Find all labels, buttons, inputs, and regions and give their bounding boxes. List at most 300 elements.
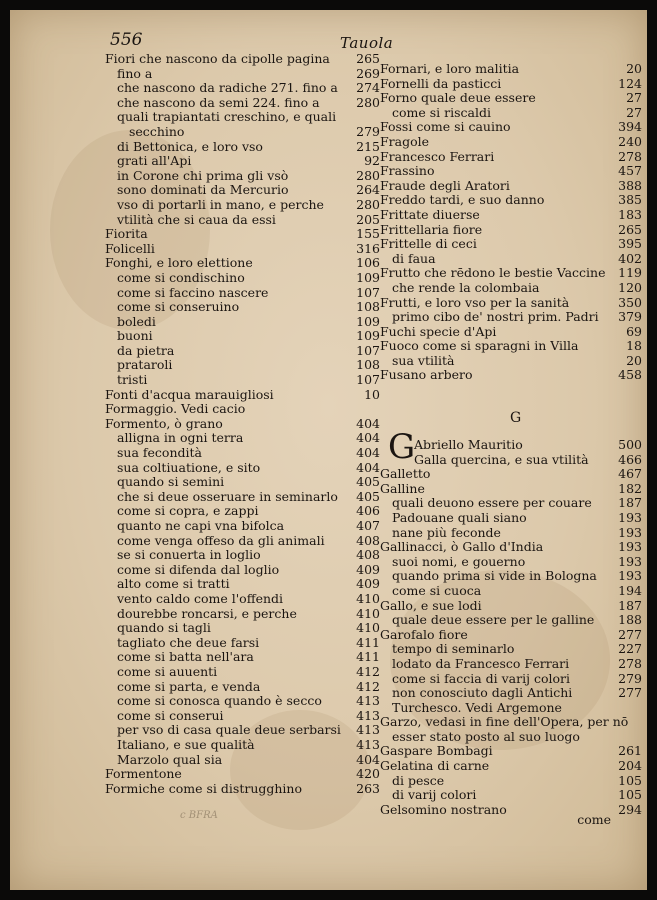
index-entry-text: che si deue osseruare in seminarlo — [117, 488, 338, 504]
index-entry — [105, 475, 380, 490]
index-entry-page: 264 — [356, 182, 380, 198]
index-entry — [105, 242, 380, 257]
index-entry — [380, 252, 642, 267]
index-entry — [380, 774, 642, 789]
index-entry-page: 466 — [618, 451, 642, 467]
index-entry-page: 279 — [356, 123, 380, 139]
index-entry-text: quali deuono essere per couare — [392, 495, 592, 511]
index-entry-text: per vso di casa quale deue serbarsi — [117, 722, 341, 738]
index-entry-page: 27 — [626, 90, 642, 106]
index-entry-text: Fragole — [380, 133, 430, 149]
index-entry-text: come venga offeso da gli animali — [117, 532, 325, 548]
index-entry — [105, 782, 380, 797]
index-entry-page: 27 — [626, 104, 642, 120]
index-entry — [105, 373, 380, 388]
index-entry — [105, 461, 380, 476]
index-entry-text: come si conseruino — [117, 299, 240, 315]
index-entry-page: 411 — [356, 649, 380, 665]
index-entry — [380, 569, 642, 584]
index-entry-page: 119 — [618, 265, 642, 281]
index-entry-page: 215 — [356, 138, 380, 154]
index-entry — [105, 431, 380, 446]
index-entry-text: Formentone — [105, 766, 182, 782]
index-entry-page: 404 — [356, 459, 380, 475]
index-entry-page: 107 — [356, 372, 380, 388]
index-entry-text: Fossi come si cauino — [380, 119, 511, 135]
index-entry — [105, 592, 380, 607]
index-entry — [380, 744, 642, 759]
index-entry-page: 183 — [618, 206, 642, 222]
index-entry-text: alligna in ogni terra — [117, 430, 244, 446]
index-entry — [380, 730, 642, 745]
index-entry-page: 379 — [618, 309, 642, 325]
index-entry-page: 277 — [618, 626, 642, 642]
index-entry-page: 105 — [618, 787, 642, 803]
index-entry — [380, 135, 642, 150]
index-entry — [105, 315, 380, 330]
index-entry-text: vso di portarli in mano, e perche — [117, 196, 324, 212]
index-entry-page: 394 — [618, 119, 642, 135]
index-entry-page: 405 — [356, 488, 380, 504]
index-entry — [105, 286, 380, 301]
index-entry-text: quando si tagli — [117, 620, 211, 636]
index-entry — [105, 723, 380, 738]
index-entry — [105, 767, 380, 782]
index-entry-page: 106 — [356, 255, 380, 271]
index-entry — [105, 169, 380, 184]
index-entry — [105, 417, 380, 432]
index-entry-text: nane più feconde — [392, 524, 501, 540]
index-entry-text: Francesco Ferrari — [380, 148, 495, 164]
index-entry-page: 404 — [356, 415, 380, 431]
index-entry-text: Formento, ò grano — [105, 415, 223, 431]
index-entry — [105, 96, 380, 111]
index-entry-page: 10 — [364, 386, 380, 402]
index-entry-text: sua fecondità — [117, 445, 202, 461]
index-entry-text: di Bettonica, e loro vso — [117, 138, 263, 154]
index-entry-page: 107 — [356, 342, 380, 358]
index-entry-text: Fonti d'acqua marauigliosi — [105, 386, 274, 402]
index-entry-text: come si riscaldi — [392, 104, 491, 120]
index-entry-page: 187 — [618, 495, 642, 511]
index-entry-text: come si conosca quando è secco — [117, 693, 322, 709]
index-entry-page: 108 — [356, 357, 380, 373]
index-entry-text: tempo di seminarlo — [392, 641, 515, 657]
index-entry-page: 205 — [356, 211, 380, 227]
index-entry-page: 294 — [618, 801, 642, 817]
index-entry-text: Galla quercina, e sua vtilità — [414, 451, 589, 467]
index-entry-page: 385 — [618, 192, 642, 208]
index-entry-page: 20 — [626, 352, 642, 368]
index-entry-page: 413 — [356, 693, 380, 709]
index-entry-page: 413 — [356, 736, 380, 752]
index-entry-page: 269 — [356, 65, 380, 81]
index-entry-text: sono dominati da Mercurio — [117, 182, 289, 198]
index-entry — [105, 52, 380, 67]
index-entry — [105, 446, 380, 461]
index-column-right — [380, 62, 642, 383]
index-entry-page: 240 — [618, 133, 642, 149]
index-entry-page: 420 — [356, 766, 380, 782]
bleed-through-text: c BFRA — [180, 810, 218, 821]
index-entry-text: quando prima si vide in Bologna — [392, 568, 597, 584]
index-entry-page: 280 — [356, 167, 380, 183]
index-entry-page: 280 — [356, 196, 380, 212]
index-entry — [380, 120, 642, 135]
index-entry-text: suoi nomi, e gouerno — [392, 553, 526, 569]
index-entry-text: Padouane quali siano — [392, 509, 527, 525]
index-entry — [105, 577, 380, 592]
index-entry-page: 18 — [626, 338, 642, 354]
index-entry — [380, 266, 642, 281]
index-entry-text: secchino — [129, 123, 185, 139]
index-entry-text: vento caldo come l'offendi — [117, 590, 284, 606]
index-entry — [380, 223, 642, 238]
index-entry-page: 263 — [356, 780, 380, 796]
index-entry-page: 413 — [356, 722, 380, 738]
index-entry-page: 109 — [356, 269, 380, 285]
index-entry-page: 261 — [618, 743, 642, 759]
index-entry-text: Gallo, e sue lodi — [380, 597, 482, 613]
index-entry-page: 193 — [618, 524, 642, 540]
index-entry-text: fino a — [117, 65, 153, 81]
index-entry-page: 109 — [356, 313, 380, 329]
catchword: come — [577, 812, 611, 827]
index-entry — [380, 482, 642, 497]
index-entry — [105, 140, 380, 155]
index-entry — [105, 548, 380, 563]
index-entry — [105, 504, 380, 519]
index-entry — [105, 81, 380, 96]
index-entry — [105, 271, 380, 286]
index-entry-page: 278 — [618, 148, 642, 164]
index-entry-page: 277 — [618, 685, 642, 701]
index-entry — [380, 354, 642, 369]
index-entry-text: Folicelli — [105, 240, 155, 256]
index-entry-text: non conosciuto dagli Antichi — [392, 685, 573, 701]
index-entry — [105, 636, 380, 651]
index-entry-page: 120 — [618, 279, 642, 295]
index-entry — [380, 150, 642, 165]
index-entry — [380, 193, 642, 208]
index-entry — [380, 759, 642, 774]
index-entry — [380, 467, 642, 482]
index-entry — [380, 496, 642, 511]
index-entry-page: 204 — [618, 758, 642, 774]
index-entry — [380, 584, 642, 599]
index-entry-page: 188 — [618, 612, 642, 628]
index-entry — [380, 179, 642, 194]
section-letter: G — [510, 410, 522, 426]
index-entry-text: Gelatina di carne — [380, 758, 490, 774]
index-entry — [105, 534, 380, 549]
index-entry — [380, 686, 642, 701]
index-entry-page: 413 — [356, 707, 380, 723]
running-head: Tauola — [340, 34, 394, 52]
index-entry-text: come si batta nell'ara — [117, 649, 254, 665]
index-entry-text: Fonghi, e loro elettione — [105, 255, 253, 271]
index-entry-text: Garofalo fiore — [380, 626, 468, 642]
index-entry-text: come si faccia di varij colori — [392, 670, 570, 686]
index-entry — [380, 613, 642, 628]
index-entry — [380, 511, 642, 526]
index-entry-text: come si cuoca — [392, 582, 482, 598]
index-entry-page: 155 — [356, 226, 380, 242]
index-entry-text: Formaggio. Vedi cacio — [105, 401, 246, 417]
index-entry-text: Frassino — [380, 163, 435, 179]
index-entry-page: 412 — [356, 678, 380, 694]
index-entry — [105, 753, 380, 768]
index-entry — [380, 701, 642, 716]
index-entry-page: 279 — [618, 670, 642, 686]
index-entry-text: Fuchi specie d'Api — [380, 323, 497, 339]
index-entry-page: 500 — [618, 437, 642, 452]
index-entry-text: sua vtilità — [392, 352, 455, 368]
index-entry-page: 193 — [618, 539, 642, 555]
index-entry-text: come si auuenti — [117, 663, 218, 679]
index-entry — [105, 344, 380, 359]
index-entry-page: 404 — [356, 430, 380, 446]
index-entry — [105, 607, 380, 622]
index-entry-text: Turchesco. Vedi Argemone — [392, 699, 562, 715]
index-entry-text: di varij colori — [392, 787, 477, 803]
index-entry — [380, 672, 642, 687]
index-entry — [105, 67, 380, 82]
index-entry — [105, 227, 380, 242]
index-entry-page: 193 — [618, 553, 642, 569]
index-entry — [105, 621, 380, 636]
index-entry — [380, 453, 642, 468]
index-entry-text: in Corone chi prima gli vsò — [117, 167, 289, 183]
index-entry-text: primo cibo de' nostri prim. Padri — [392, 309, 599, 325]
index-entry-page: 458 — [618, 367, 642, 383]
index-entry-page: 407 — [356, 518, 380, 533]
index-entry-page: 409 — [356, 561, 380, 577]
index-entry — [105, 490, 380, 505]
index-entry — [380, 237, 642, 252]
index-entry — [380, 788, 642, 803]
index-entry — [105, 709, 380, 724]
index-entry-page: 410 — [356, 620, 380, 636]
index-entry-text: Abriello Mauritio — [414, 437, 523, 452]
index-entry — [380, 77, 642, 92]
index-entry-page: 316 — [356, 240, 380, 256]
index-entry-text: quale deue essere per le galline — [392, 612, 595, 628]
index-entry-page: 265 — [356, 51, 380, 66]
index-entry-page: 388 — [618, 177, 642, 193]
index-entry-text: Forno quale deue essere — [380, 90, 536, 106]
index-entry — [380, 106, 642, 121]
index-entry-page: 412 — [356, 663, 380, 679]
index-entry-text: di faua — [392, 250, 436, 266]
index-entry — [105, 154, 380, 169]
index-entry-text: che rende la colombaia — [392, 279, 540, 295]
index-entry — [380, 715, 642, 730]
index-entry-page: 410 — [356, 590, 380, 606]
index-entry-page: 105 — [618, 772, 642, 788]
index-entry-text: come si difenda dal loglio — [117, 561, 280, 577]
index-entry-text: Marzolo qual sia — [117, 751, 223, 767]
index-entry — [380, 526, 642, 541]
index-entry-text: Frittelle di ceci — [380, 236, 477, 252]
index-entry-page: 193 — [618, 509, 642, 525]
index-entry-page: 194 — [618, 582, 642, 598]
index-entry — [380, 91, 642, 106]
index-entry-text: lodato da Francesco Ferrari — [392, 655, 570, 671]
index-entry-text: Frittellaria fiore — [380, 221, 483, 237]
index-entry-page: 274 — [356, 80, 380, 96]
index-entry-page: 227 — [618, 641, 642, 657]
index-entry-page: 406 — [356, 503, 380, 519]
index-entry-text: come si conserui — [117, 707, 224, 723]
index-entry-page: 350 — [618, 294, 642, 310]
page-number: 556 — [110, 30, 143, 50]
index-entry — [380, 438, 642, 453]
index-entry-page: 69 — [626, 323, 642, 339]
index-entry-page: 187 — [618, 597, 642, 613]
index-entry-page: 404 — [356, 445, 380, 461]
index-entry-page: 410 — [356, 605, 380, 621]
index-entry — [380, 62, 642, 77]
index-entry-page: 92 — [364, 153, 380, 169]
index-entry-text: che nascono da radiche 271. fino a — [117, 80, 338, 96]
index-entry — [105, 519, 380, 534]
index-entry-text: Gallinacci, ò Gallo d'India — [380, 539, 544, 555]
index-entry-text: Fraude degli Aratori — [380, 177, 510, 193]
index-entry-page: 193 — [618, 568, 642, 584]
index-entry — [105, 358, 380, 373]
index-entry — [380, 657, 642, 672]
index-entry-page: 405 — [356, 474, 380, 490]
index-entry — [380, 310, 642, 325]
index-entry-text: Gelsomino nostrano — [380, 801, 507, 817]
index-entry-text: Frutti, e loro vso per la sanità — [380, 294, 570, 310]
index-entry-page: 280 — [356, 94, 380, 110]
index-entry — [380, 325, 642, 340]
index-entry — [380, 368, 642, 383]
index-entry — [105, 329, 380, 344]
index-entry-text: quali trapiantati creschino, e quali — [117, 109, 337, 125]
index-entry — [380, 555, 642, 570]
index-entry — [105, 125, 380, 140]
index-entry-text: vtilità che si caua da essi — [117, 211, 276, 227]
index-entry-page: 108 — [356, 299, 380, 315]
index-entry-text: Frittate diuerse — [380, 206, 480, 222]
index-entry-text: Fornari, e loro malitia — [380, 61, 520, 76]
index-entry — [380, 339, 642, 354]
index-entry-page: 182 — [618, 480, 642, 496]
index-entry-text: come si condischino — [117, 269, 245, 285]
index-entry — [380, 281, 642, 296]
index-entry-text: Italiano, e sue qualità — [117, 736, 255, 752]
index-entry-page: 278 — [618, 655, 642, 671]
index-entry — [380, 628, 642, 643]
index-entry-page: 109 — [356, 328, 380, 344]
index-entry-text: Galline — [380, 480, 425, 496]
index-entry-text: quando si semini — [117, 474, 225, 490]
index-entry — [380, 296, 642, 311]
index-entry-text: sua coltiuatione, e sito — [117, 459, 261, 475]
index-entry-text: Freddo tardi, e suo danno — [380, 192, 545, 208]
index-entry — [105, 665, 380, 680]
index-column-right-g — [380, 438, 642, 817]
index-entry-text: Garzo, vedasi in fine dell'Opera, per nō — [380, 714, 629, 730]
index-entry — [105, 694, 380, 709]
index-entry-page: 457 — [618, 163, 642, 179]
index-entry — [105, 563, 380, 578]
index-entry-page: 395 — [618, 236, 642, 252]
index-entry-text: Galletto — [380, 466, 431, 482]
index-entry — [380, 540, 642, 555]
index-entry — [380, 642, 642, 657]
index-entry-text: come si faccino nascere — [117, 284, 269, 300]
index-entry — [105, 388, 380, 403]
index-entry — [105, 738, 380, 753]
index-entry-page: 404 — [356, 751, 380, 767]
index-entry — [105, 183, 380, 198]
index-entry-text: tristi — [117, 372, 148, 388]
index-entry-text: dourebbe roncarsi, e perche — [117, 605, 297, 621]
index-entry-page: 107 — [356, 284, 380, 300]
index-entry — [105, 402, 380, 417]
index-entry — [105, 110, 380, 125]
index-entry — [380, 208, 642, 223]
index-entry-text: da pietra — [117, 342, 175, 358]
index-entry-page: 408 — [356, 532, 380, 548]
index-entry — [105, 680, 380, 695]
index-entry-page: 20 — [626, 61, 642, 76]
index-entry — [105, 256, 380, 271]
index-entry-page: 467 — [618, 466, 642, 482]
index-entry — [105, 650, 380, 665]
index-entry-text: Frutto che rēdono le bestie Vaccine — [380, 265, 606, 281]
index-entry-page: 408 — [356, 547, 380, 563]
index-entry-text: buoni — [117, 328, 153, 344]
index-entry — [105, 300, 380, 315]
index-entry-text: quanto ne capi vna bifolca — [117, 518, 285, 533]
index-entry-text: prataroli — [117, 357, 173, 373]
index-entry-text: come si copra, e zappi — [117, 503, 259, 519]
index-entry-text: che nascono da semi 224. fino a — [117, 94, 320, 110]
book-page — [10, 10, 647, 890]
index-column-left — [105, 52, 380, 796]
index-entry — [380, 164, 642, 179]
index-entry-text: Fuoco come si sparagni in Villa — [380, 338, 579, 354]
index-entry-text: Fornelli da pasticci — [380, 75, 502, 91]
drop-cap: G — [388, 427, 416, 467]
index-entry-text: alto come si tratti — [117, 576, 230, 592]
index-entry-text: Fiori che nascono da cipolle pagina — [105, 51, 330, 66]
index-entry-page: 124 — [618, 75, 642, 91]
index-entry-page: 265 — [618, 221, 642, 237]
index-entry — [105, 213, 380, 228]
index-entry-page: 411 — [356, 634, 380, 650]
index-entry — [105, 198, 380, 213]
index-entry-text: Gaspare Bombagi — [380, 743, 493, 759]
index-entry-text: Fusano arbero — [380, 367, 473, 383]
index-entry-text: tagliato che deue farsi — [117, 634, 260, 650]
index-entry-text: Fiorita — [105, 226, 148, 242]
index-entry-text: esser stato posto al suo luogo — [392, 728, 580, 744]
index-entry-text: se si conuerta in loglio — [117, 547, 261, 563]
index-entry-text: Formiche come si distrugghino — [105, 780, 302, 796]
index-entry — [380, 599, 642, 614]
index-entry-text: grati all'Api — [117, 153, 192, 169]
index-entry-text: boledi — [117, 313, 156, 329]
index-entry-text: di pesce — [392, 772, 445, 788]
index-entry-page: 409 — [356, 576, 380, 592]
index-entry-text: come si parta, e venda — [117, 678, 261, 694]
